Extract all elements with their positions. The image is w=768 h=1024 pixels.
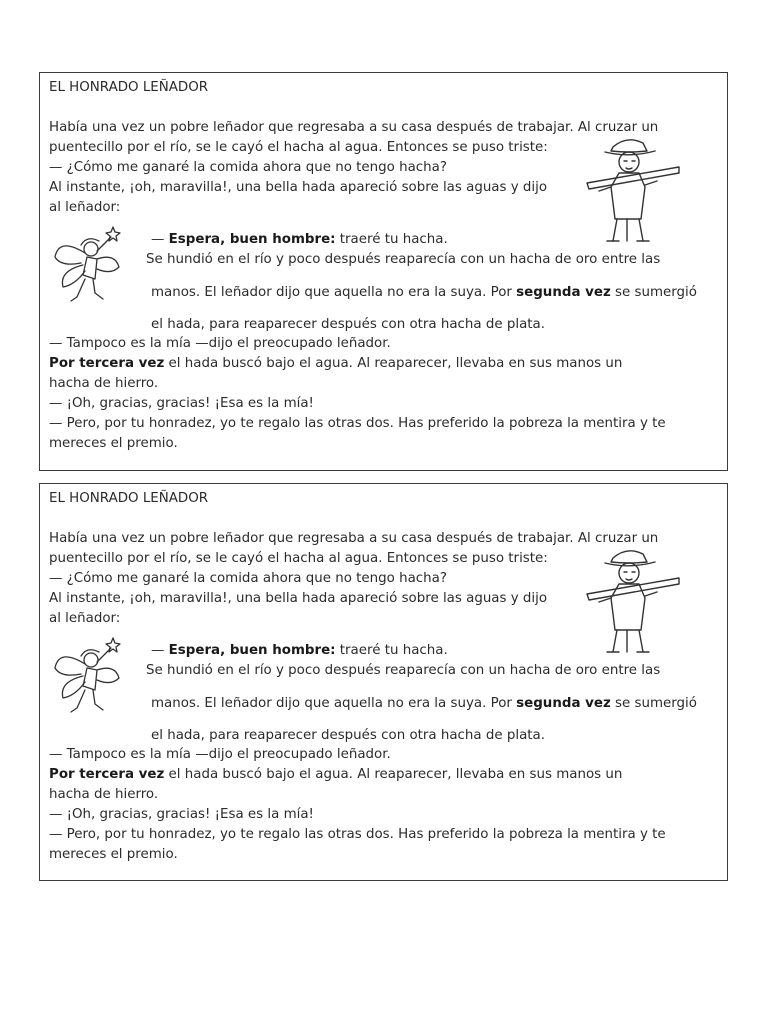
- fairy-illustration: [51, 223, 125, 305]
- bold-phrase: Por tercera vez: [49, 356, 165, 371]
- story-line: — Tampoco es la mía —dijo el preocupado leñador.: [49, 336, 391, 351]
- story-line: Había una vez un pobre leñador que regresaba a su casa después de trabajar. Al cruzar un: [49, 120, 659, 135]
- story-line: — ¡Oh, gracias, gracias! ¡Esa es la mía!: [49, 807, 314, 822]
- bold-phrase: segunda vez: [516, 696, 611, 711]
- story-line: manos. El leñador dijo que aquella no era la suya. Por segunda vez se sumergió: [151, 285, 697, 300]
- story-line: Se hundió en el río y poco después reaparecía con un hacha de oro entre las: [146, 663, 661, 678]
- story-line: Al instante, ¡oh, maravilla!, una bella hada apareció sobre las aguas y dijo: [49, 591, 548, 606]
- story-line: — Espera, buen hombre: traeré tu hacha.: [151, 232, 448, 247]
- story-title: EL HONRADO LEÑADOR: [49, 80, 209, 95]
- story-line: hacha de hierro.: [49, 376, 159, 391]
- story-line: Había una vez un pobre leñador que regresaba a su casa después de trabajar. Al cruzar un: [49, 531, 659, 546]
- story-line: — Espera, buen hombre: traeré tu hacha.: [151, 643, 448, 658]
- bold-phrase: Espera, buen hombre:: [168, 232, 336, 247]
- story-line: — Pero, por tu honradez, yo te regalo las otras dos. Has preferido la pobreza la mentira y te: [49, 416, 666, 431]
- story-line: puentecillo por el río, se le cayó el hacha al agua. Entonces se puso triste:: [49, 140, 548, 155]
- story-line: Por tercera vez el hada buscó bajo el agua. Al reaparecer, llevaba en sus manos un: [49, 356, 623, 371]
- story-line: al leñador:: [49, 611, 121, 626]
- story-line: Se hundió en el río y poco después reaparecía con un hacha de oro entre las: [146, 252, 661, 267]
- story-line: — Pero, por tu honradez, yo te regalo las otras dos. Has preferido la pobreza la mentira y te: [49, 827, 666, 842]
- woodcutter-illustration: [583, 542, 681, 654]
- story-line: el hada, para reaparecer después con otra hacha de plata.: [151, 728, 545, 743]
- story-line: Al instante, ¡oh, maravilla!, una bella hada apareció sobre las aguas y dijo: [49, 180, 548, 195]
- story-card-2: [39, 483, 728, 881]
- story-line: — ¡Oh, gracias, gracias! ¡Esa es la mía!: [49, 396, 314, 411]
- story-line: — Tampoco es la mía —dijo el preocupado leñador.: [49, 747, 391, 762]
- bold-phrase: Por tercera vez: [49, 767, 165, 782]
- story-line: al leñador:: [49, 200, 121, 215]
- fairy-illustration: [51, 634, 125, 716]
- bold-phrase: segunda vez: [516, 285, 611, 300]
- story-title: EL HONRADO LEÑADOR: [49, 491, 209, 506]
- story-line: mereces el premio.: [49, 847, 178, 862]
- story-line: manos. El leñador dijo que aquella no era la suya. Por segunda vez se sumergió: [151, 696, 697, 711]
- story-line: el hada, para reaparecer después con otra hacha de plata.: [151, 317, 545, 332]
- bold-phrase: Espera, buen hombre:: [168, 643, 336, 658]
- story-line: hacha de hierro.: [49, 787, 159, 802]
- woodcutter-illustration: [583, 131, 681, 243]
- story-card-1: [39, 72, 728, 471]
- story-line: — ¿Cómo me ganaré la comida ahora que no tengo hacha?: [49, 160, 447, 175]
- story-line: Por tercera vez el hada buscó bajo el agua. Al reaparecer, llevaba en sus manos un: [49, 767, 623, 782]
- story-line: — ¿Cómo me ganaré la comida ahora que no tengo hacha?: [49, 571, 447, 586]
- story-line: puentecillo por el río, se le cayó el hacha al agua. Entonces se puso triste:: [49, 551, 548, 566]
- story-line: mereces el premio.: [49, 436, 178, 451]
